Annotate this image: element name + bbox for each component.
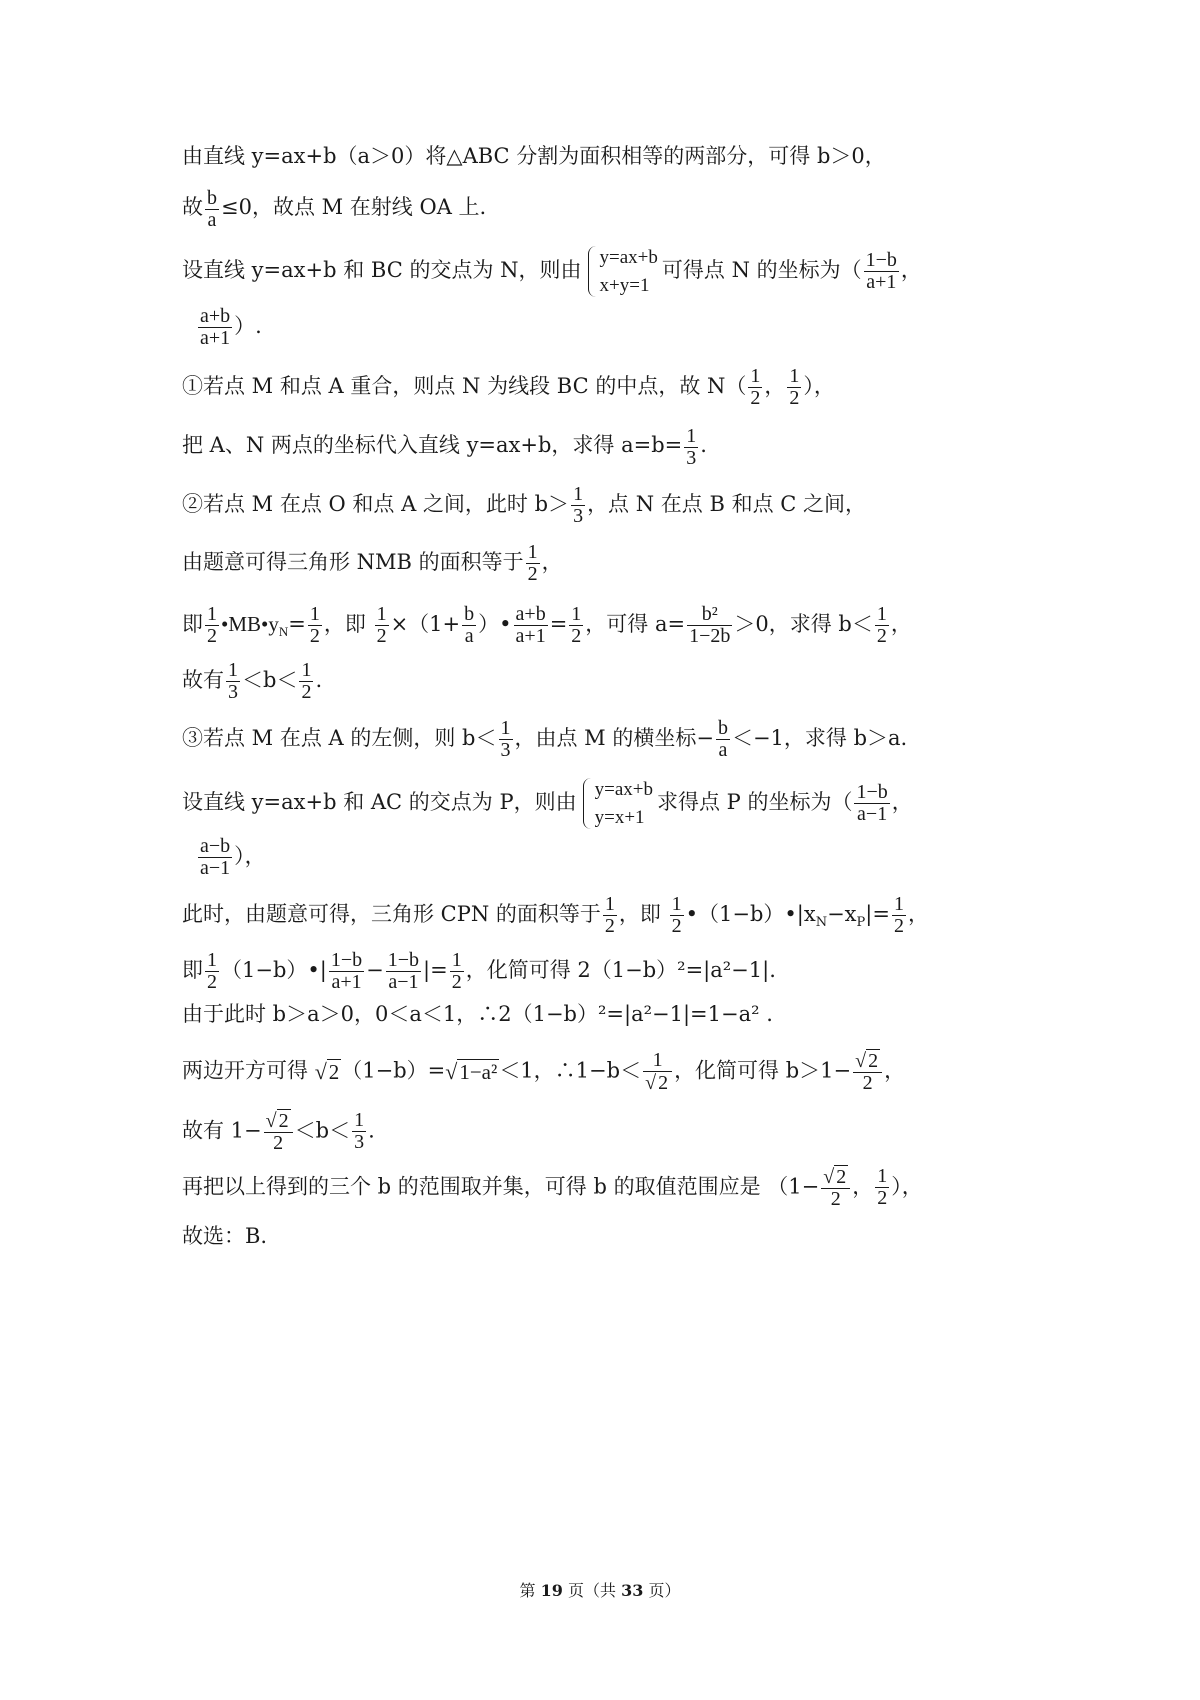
line-text: ）， [803, 374, 835, 398]
text-line-15: 即 $\frac{1}{2}$ （1−b）•| $\frac{1-b}{a+1}$ − $\frac{1-b}{a-1}$ |= $\frac{1}{2}$ ，化简可得 2（1−b）²=|a²−1|. [182, 949, 776, 993]
fraction: $\frac{√ 2}{2}$ [853, 1050, 882, 1094]
text-line-10: 故有 $\frac{1}{3}$ ＜b＜ $\frac{1}{2}$ . [182, 659, 323, 703]
line-text: ≤0，故点 M 在射线 OA 上. [221, 195, 487, 219]
fraction: $\frac{1}{2}$ [309, 603, 320, 647]
text-line-7 [182, 484, 866, 527]
line-text: 故 [182, 195, 203, 219]
equation-system: y=ax+b y=x+1 [581, 776, 653, 831]
line-text: 由题意可得三角形 NMB 的面积等于 [182, 550, 524, 574]
fraction: $\frac{b}{a}$ [717, 717, 728, 761]
line-text: ①若点 M 和点 A 重合，则点 N 为线段 BC 的中点，故 N（ [182, 374, 747, 398]
line-text: ， [541, 550, 563, 574]
fraction: $\frac{1-b}{a+1}$ [865, 249, 897, 294]
text-line-12: 设直线 y=ax+b 和 AC 的交点为 P，则由 y=ax+b y=x+1 求得点 P 的坐标为（ $\frac{1-b}{a-1}$ ， [182, 776, 913, 831]
square-root: √1−a² [445, 1058, 498, 1084]
fraction: $\frac{1}{2}$ [527, 541, 538, 585]
fraction: $\frac{√ 2}{2}$ [821, 1166, 850, 1210]
page-total: 33 [621, 1581, 644, 1600]
fraction: $\frac{1}{2}$ [207, 949, 217, 993]
fraction: $\frac{√ 2}{2}$ [264, 1110, 293, 1154]
text-line-16 [182, 1004, 773, 1025]
fraction: $\frac{1}{3}$ [228, 659, 238, 703]
fraction: $\frac{1}{2}$ [604, 893, 615, 937]
fraction: $\frac{1}{2}$ [207, 603, 217, 647]
line-text: 由直线 y=ax+b（a＞0）将△ABC 分割为面积相等的两部分，可得 b＞0， [182, 144, 886, 168]
fraction: $\frac{1}{2}$ [877, 1165, 888, 1210]
text-line-17: 两边开方可得 √2（1−b）=√1−a²＜1，∴1−b＜ $\frac{1}{√ 2}$ ，化简可得 b＞1− $\frac{√ 2}{2}$ ， [182, 1049, 906, 1094]
text-line-18: 故有 1− $\frac{√ 2}{2}$ ＜b＜ $\frac{1}{3}$ . [182, 1109, 375, 1154]
fraction: $\frac{1}{2}$ [671, 893, 682, 937]
fraction: $\frac{b}{a}$ [207, 187, 217, 231]
text-line-3 [182, 244, 922, 299]
fraction: $\frac{1-b}{a-1}$ [856, 781, 888, 826]
fraction: $\frac{1}{3}$ [573, 483, 584, 527]
line-text: ）. [234, 314, 262, 338]
text-line-5 [182, 366, 835, 409]
line-text: 由于此时 b＞a＞0，0＜a＜1，∴2（1−b）²=|a²−1|=1−a² . [182, 1002, 773, 1026]
fraction: $\frac{1}{2}$ [750, 365, 761, 409]
text-line-6 [182, 426, 707, 469]
fraction: $\frac{\text{b²}}{1-2b}$ [689, 603, 731, 647]
line-text: 把 A、N 两点的坐标代入直线 y=ax+b，求得 a=b= [182, 433, 683, 457]
fraction: $\frac{1}{3}$ [500, 717, 511, 761]
fraction: $\frac{1}{2}$ [451, 949, 462, 993]
text-line-13: $\frac{a-b}{a-1}$ ）， [200, 835, 266, 879]
text-line-9: 即 $\frac{1}{2}$ $•MB•y_N=$ $\frac{1}{2}$ ，即 $\frac{1}{2}$ ×（1+ $\frac{b}{a}$ ）• $\frac{a+b}{a+1}$ = $\frac{1}{2}$ ，可得 a= $\frac{\text{b²}}{1-2b}$ ＞0，求得 b＜ $\frac{1}{2}$ ， [182, 603, 912, 647]
text-line-2 [182, 188, 486, 231]
fraction: $\frac{1}{3}$ [354, 1109, 365, 1154]
fraction: $\frac{1-b}{a-1}$ [387, 949, 420, 993]
text-line-4 [182, 306, 262, 349]
fraction: $\frac{a+b}{a+1}$ [515, 603, 546, 647]
square-root: √2 [314, 1058, 340, 1084]
text-line-11: ③若点 M 在点 A 的左侧，则 b＜ $\frac{1}{3}$ ，由点 M 的横坐标− $\frac{b}{a}$ ＜−1，求得 b＞a. [182, 717, 908, 761]
fraction: $\frac{1}{3}$ [686, 425, 697, 469]
line-text: 故选：B. [182, 1224, 268, 1248]
line-text: ， [764, 374, 786, 398]
fraction: $\frac{b}{a}$ [464, 603, 475, 647]
fraction: $\frac{1}{√ 2}$ [643, 1050, 672, 1094]
text-line-20 [182, 1226, 267, 1247]
fraction: $\frac{1}{2}$ [376, 603, 387, 647]
fraction: $\frac{1-b}{a+1}$ [330, 949, 363, 993]
line-text: ， [900, 258, 922, 283]
line-text: 可得点 N 的坐标为（ [661, 258, 862, 283]
fraction: $\frac{1}{2}$ [571, 603, 582, 647]
text-line-19: 再把以上得到的三个 b 的范围取并集，可得 b 的取值范围应是 （1− $\frac{√ 2}{2}$ ， $\frac{1}{2}$ ）， [182, 1165, 923, 1210]
text-line-8 [182, 542, 563, 585]
fraction: $\frac{1}{2}$ [893, 893, 904, 937]
page-footer: 第 19 页（共 33 页） [519, 1581, 681, 1600]
line-text: ，点 N 在点 B 和点 C 之间， [587, 492, 866, 516]
equation-system: y=ax+b x+y=1 [586, 244, 658, 299]
fraction: $\frac{1}{2}$ [301, 659, 312, 703]
fraction: $\frac{1}{2}$ [789, 365, 800, 409]
fraction: $\frac{a-b}{a-1}$ [200, 835, 231, 879]
fraction: $\frac{1}{2}$ [876, 603, 887, 647]
fraction: $\frac{a+b}{a+1}$ [200, 305, 231, 349]
line-text: 设直线 y=ax+b 和 BC 的交点为 N，则由 [182, 258, 582, 283]
line-text: ②若点 M 在点 O 和点 A 之间，此时 b＞ [182, 492, 570, 516]
text-line-14: 此时，由题意可得，三角形 CPN 的面积等于 $\frac{1}{2}$ ，即 $\frac{1}{2}$ $•(1-b)•|x_N-x_P|=$ $\frac{1}{2}$ ， [182, 893, 929, 937]
line-text: . [700, 433, 707, 457]
text-line-1 [182, 146, 886, 167]
page-number: 19 [540, 1581, 563, 1600]
